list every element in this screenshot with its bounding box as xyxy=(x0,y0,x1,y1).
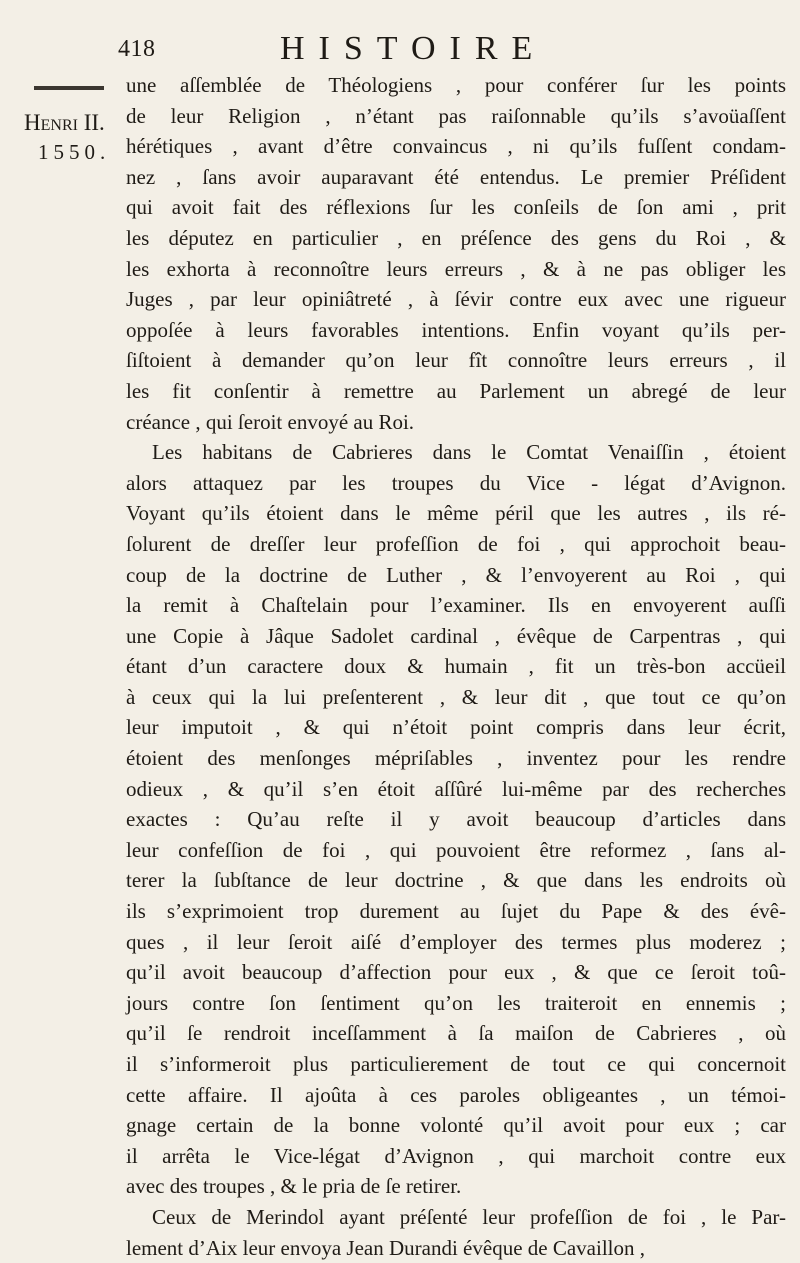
margin-reign-name: Henri II. xyxy=(24,110,105,135)
text-line: une aſſemblée de Théologiens , pour conférer ſur les points xyxy=(126,73,786,97)
text-line: créance , qui ſeroit envoyé au Roi. xyxy=(126,409,415,434)
text-line: Ceux de Merindol ayant préſenté leur profeſſion de foi , le Par- xyxy=(152,1204,786,1229)
text-line: il arrêta le Vice-légat d’Avignon , qui marchoit contre eux xyxy=(126,1143,786,1168)
text-line: Voyant qu’ils étoient dans le même péril que les autres , ils ré- xyxy=(126,501,786,526)
text-line: une Copie à Jâque Sadolet cardinal , évêque de Carpentras , qui xyxy=(126,623,786,648)
text-line: lement d’Aix leur envoya Jean Durandi évêque de Cavaillon , xyxy=(126,1235,645,1260)
text-line: exactes : Qu’au reſte il y avoit beaucoup d’articles dans xyxy=(126,807,786,832)
text-line: qui avoit fait des réflexions ſur les conſeils de ſon ami , prit xyxy=(126,195,786,220)
text-line: hérétiques , avant d’être convaincus , ni qu’ils fuſſent condam- xyxy=(126,134,786,159)
text-line: gnage certain de la bonne volonté qu’il avoit pour eux ; car xyxy=(126,1113,786,1138)
text-line: leur confeſſion de foi , qui pouvoient être reformez , ſans al- xyxy=(126,837,786,862)
text-line: avec des troupes , & le pria de ſe retirer. xyxy=(126,1174,462,1199)
text-line: de leur Religion , n’étant pas raiſonnable qu’ils s’avoüaſſent xyxy=(126,103,786,128)
text-line: alors attaquez par les troupes du Vice - légat d’Avignon. xyxy=(126,470,786,495)
text-line: il s’informeroit plus particulierement de tout ce qui concernoit xyxy=(126,1052,786,1076)
text-line: nez , ſans avoir auparavant été entendus. Le premier Préſident xyxy=(126,164,786,189)
text-line: qu’il avoit beaucoup d’affection pour eux , & que ce ſeroit toû- xyxy=(126,960,786,985)
text-line: Juges , par leur opiniâtreté , à ſévir contre eux avec une rigueur xyxy=(126,287,786,312)
body-text xyxy=(126,70,786,1263)
text-line: terer la ſubſtance de leur doctrine , & que dans les endroits où xyxy=(126,868,786,893)
page-number: 418 xyxy=(118,36,156,62)
text-line: ques , il leur ſeroit aiſé d’employer des termes plus moderez ; xyxy=(126,929,786,954)
text-line: à ceux qui la lui preſenterent , & leur dit , que tout ce qu’on xyxy=(126,684,786,709)
text-line: ſiſtoient à demander qu’on leur fît connoître leurs erreurs , il xyxy=(126,348,786,373)
text-line: jours contre ſon ſentiment qu’on les traiteroit en ennemis ; xyxy=(126,990,786,1015)
text-line: les exhorta à reconnoître leurs erreurs , & à ne pas obliger les xyxy=(126,256,786,281)
text-line: la remit à Chaſtelain pour l’examiner. Ils en envoyerent auſſi xyxy=(126,593,786,618)
text-line: ils s’exprimoient trop durement au ſujet du Pape & des évê- xyxy=(126,899,786,924)
text-line: leur imputoit , & qui n’étoit point compris dans leur écrit, xyxy=(126,715,786,740)
text-line: qu’il ſe rendroit inceſſamment à ſa maiſon de Cabrieres , où xyxy=(126,1021,786,1046)
margin-year: 1550. xyxy=(38,140,111,164)
text-line: odieux , & qu’il s’en étoit aſſûré lui-même par des recherches xyxy=(126,776,786,801)
text-line: coup de la doctrine de Luther , & l’envoyerent au Roi , qui xyxy=(126,562,786,587)
text-line: ſolurent de dreſſer leur profeſſion de foi , qui approchoit beau- xyxy=(126,531,786,556)
text-line: étoient des menſonges mépriſables , inventez pour les rendre xyxy=(126,746,786,771)
running-title: HISTOIRE xyxy=(280,30,547,67)
margin-rule xyxy=(34,86,104,90)
text-line: étant d’un caractere doux & humain , fit un très-bon accüeil xyxy=(126,654,786,679)
text-line: oppoſée à leurs favorables intentions. Enfin voyant qu’ils per- xyxy=(126,317,786,342)
text-line: cette affaire. Il ajoûta à ces paroles obligeantes , un témoi- xyxy=(126,1082,786,1107)
text-line: les députez en particulier , en préſence des gens du Roi , & xyxy=(126,225,786,250)
text-line: les fit conſentir à remettre au Parlement un abregé de leur xyxy=(126,378,786,403)
text-line: Les habitans de Cabrieres dans le Comtat Venaiſſin , étoient xyxy=(152,440,786,465)
